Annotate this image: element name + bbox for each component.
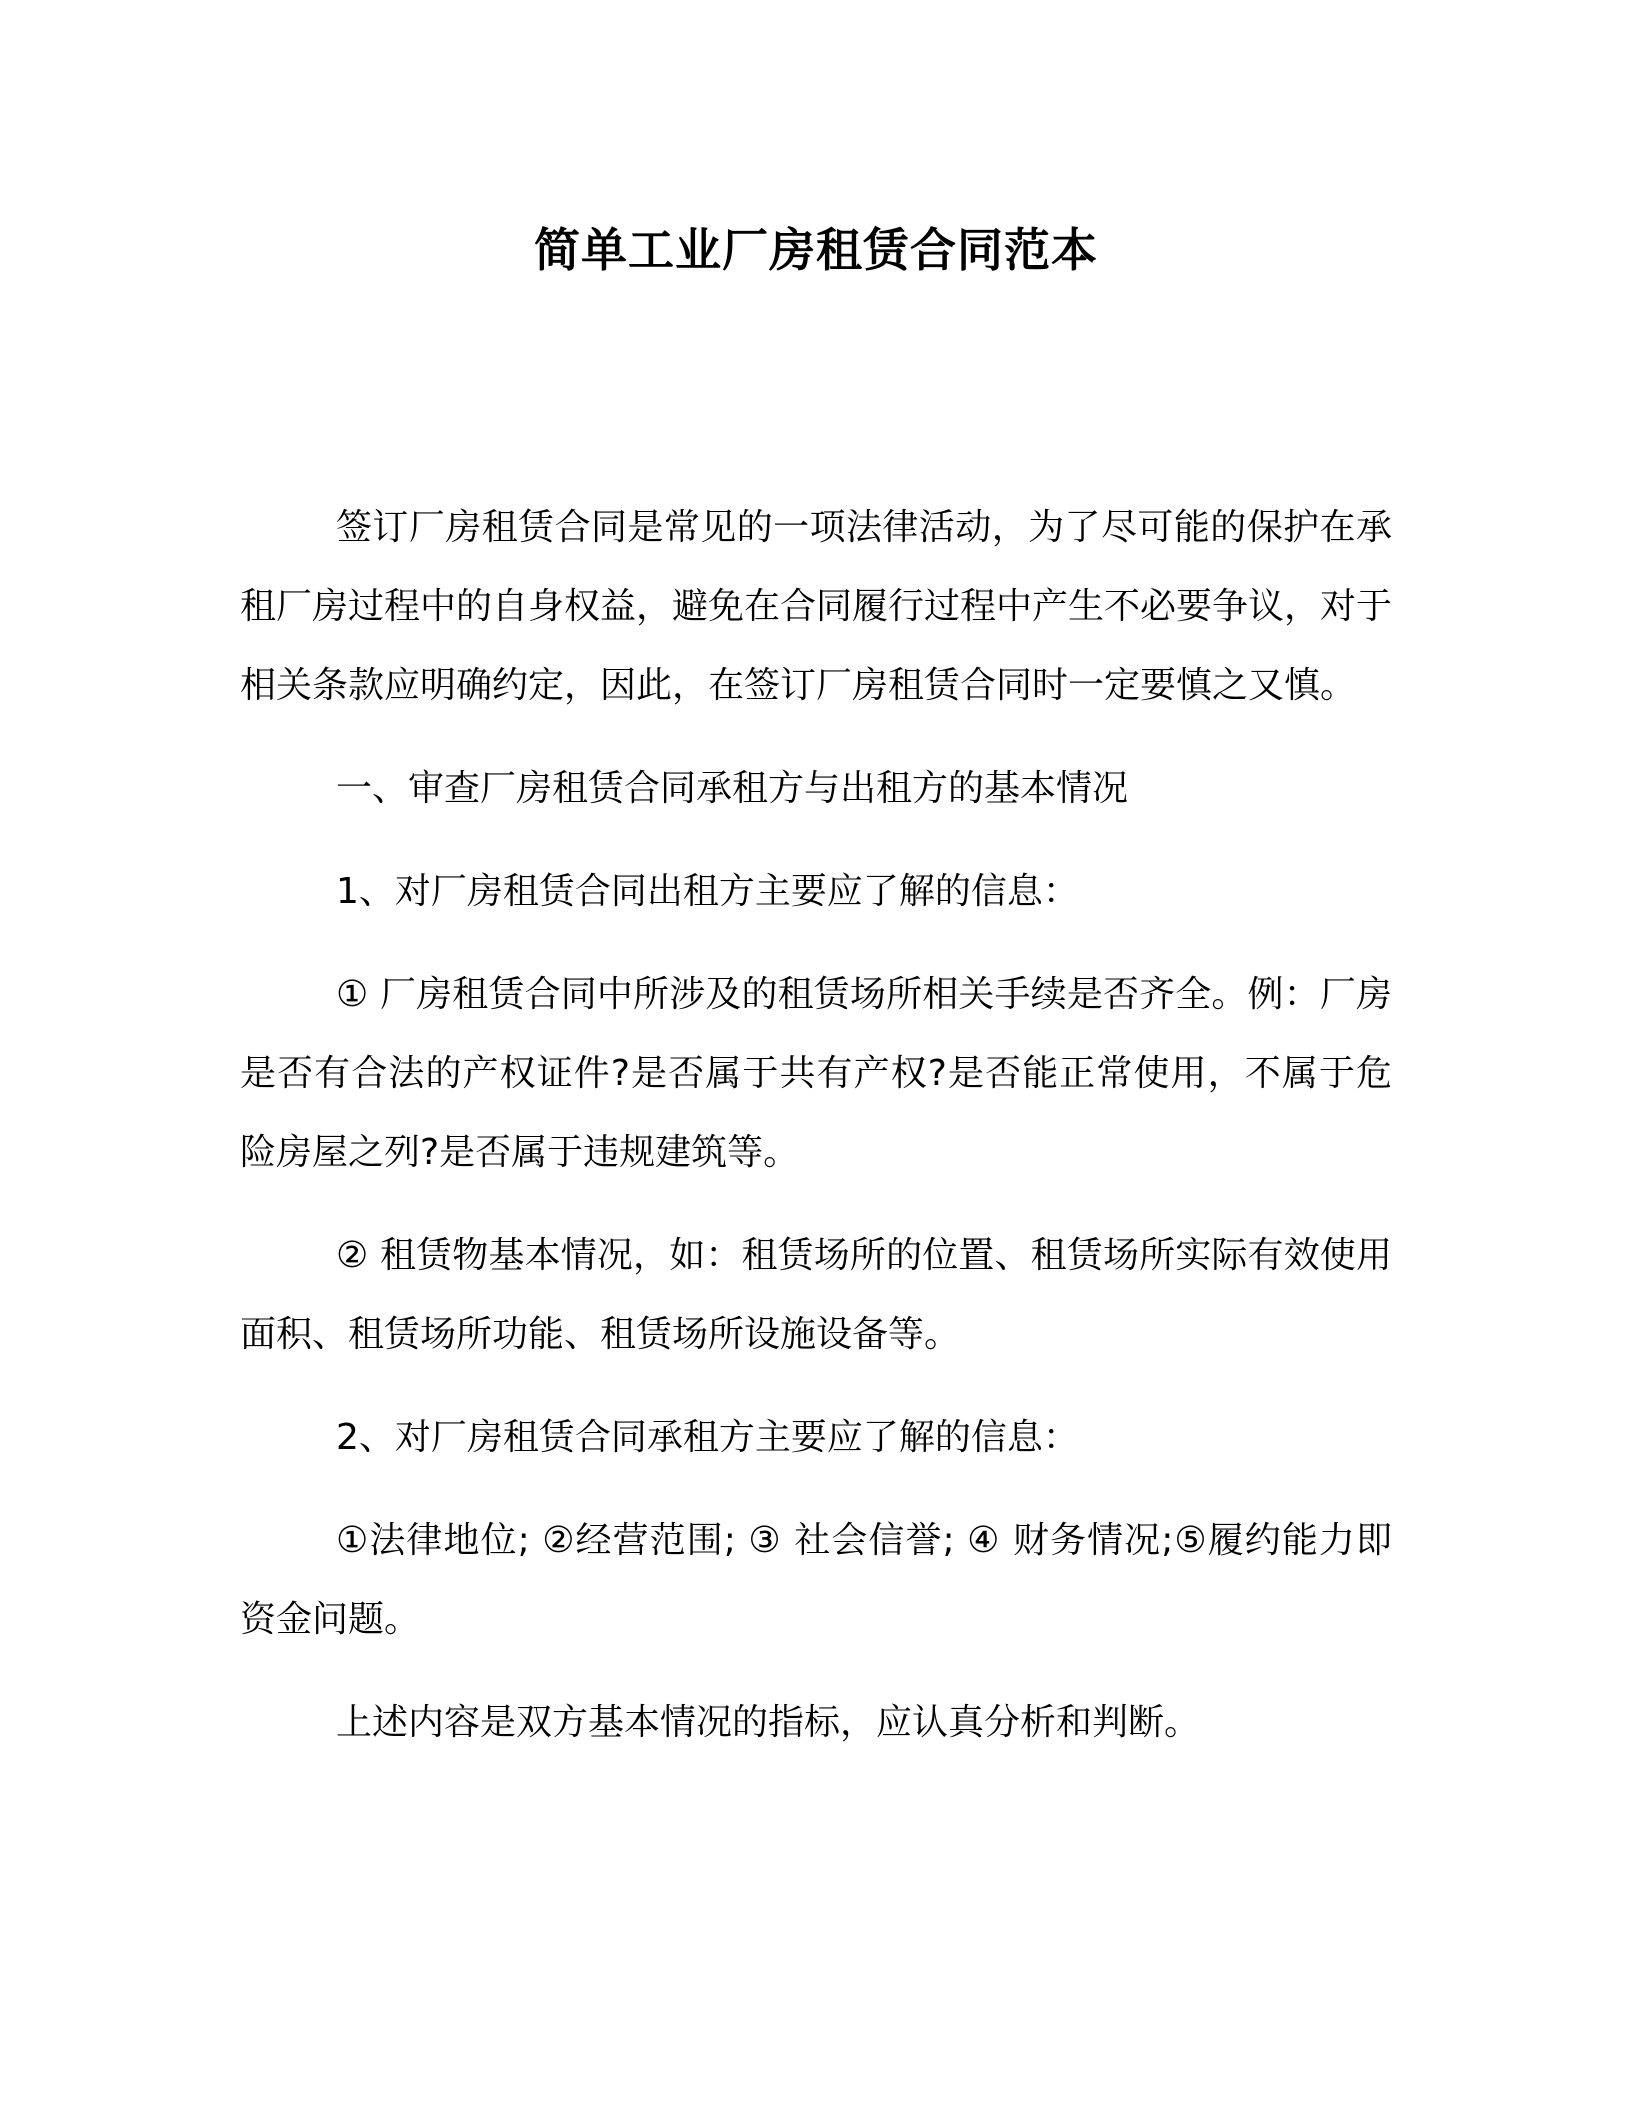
section-heading-1: 一、审查厂房租赁合同承租方与出租方的基本情况 <box>336 768 1129 809</box>
paragraph-intro: 签订厂房租赁合同是常见的一项法律活动，为了尽可能的保护在承租厂房过程中的自身权益，避免在合同履行过程中产生不必要争议，对于相关条款应明确约定，因此，在签订厂房租赁合同时一定要慎之又慎。 <box>240 507 1393 706</box>
document-title: 简单工业厂房租赁合同范本 <box>534 223 1098 277</box>
document-body <box>240 488 1392 1762</box>
paragraph-summary: 上述内容是双方基本情况的指标，应认真分析和判断。 <box>336 1702 1201 1743</box>
subsection-heading-2: 2、对厂房租赁合同承租方主要应了解的信息： <box>336 1417 1079 1458</box>
paragraph-item-1: ① 厂房租赁合同中所涉及的租赁场所相关手续是否齐全。例：厂房是否有合法的产权证件?是否属于共有产权?是否能正常使用，不属于危险房屋之列?是否属于违规建筑等。 <box>240 974 1392 1173</box>
paragraph-item-2: ② 租赁物基本情况，如：租赁场所的位置、租赁场所实际有效使用面积、租赁场所功能、租赁场所设施设备等。 <box>240 1235 1392 1355</box>
subsection-heading-1: 1、对厂房租赁合同出租方主要应了解的信息： <box>336 871 1079 912</box>
paragraph-item-3: ①法律地位; ②经营范围; ③ 社会信誉; ④ 财务情况;⑤履约能力即资金问题。 <box>240 1520 1392 1640</box>
